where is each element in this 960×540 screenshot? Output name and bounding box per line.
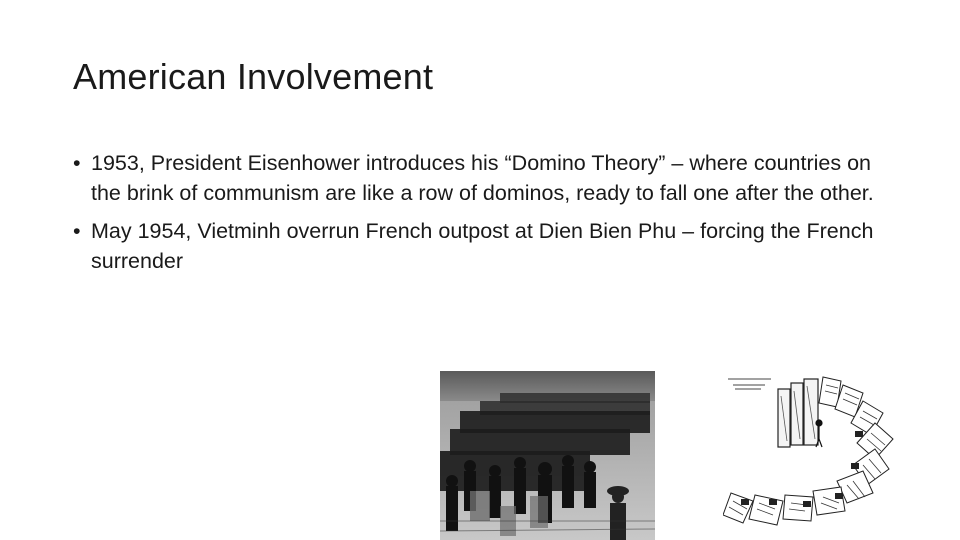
slide-title: American Involvement bbox=[73, 56, 434, 97]
bullet-marker: • bbox=[73, 151, 81, 175]
bullet-item bbox=[73, 148, 893, 208]
bullet-marker: • bbox=[73, 219, 81, 243]
bullet-text: May 1954, Vietminh overrun French outpost at Dien Bien Phu – forcing the French surrender bbox=[91, 219, 874, 273]
bullet-text: 1953, President Eisenhower introduces his “Domino Theory” – where countries on the brink of communism are like a row of dominos, ready to fall one after the other. bbox=[91, 151, 874, 205]
prisoners-march-photo bbox=[440, 371, 655, 540]
bullet-list bbox=[73, 148, 893, 284]
domino-theory-cartoon bbox=[723, 371, 923, 540]
bullet-item bbox=[73, 216, 893, 276]
